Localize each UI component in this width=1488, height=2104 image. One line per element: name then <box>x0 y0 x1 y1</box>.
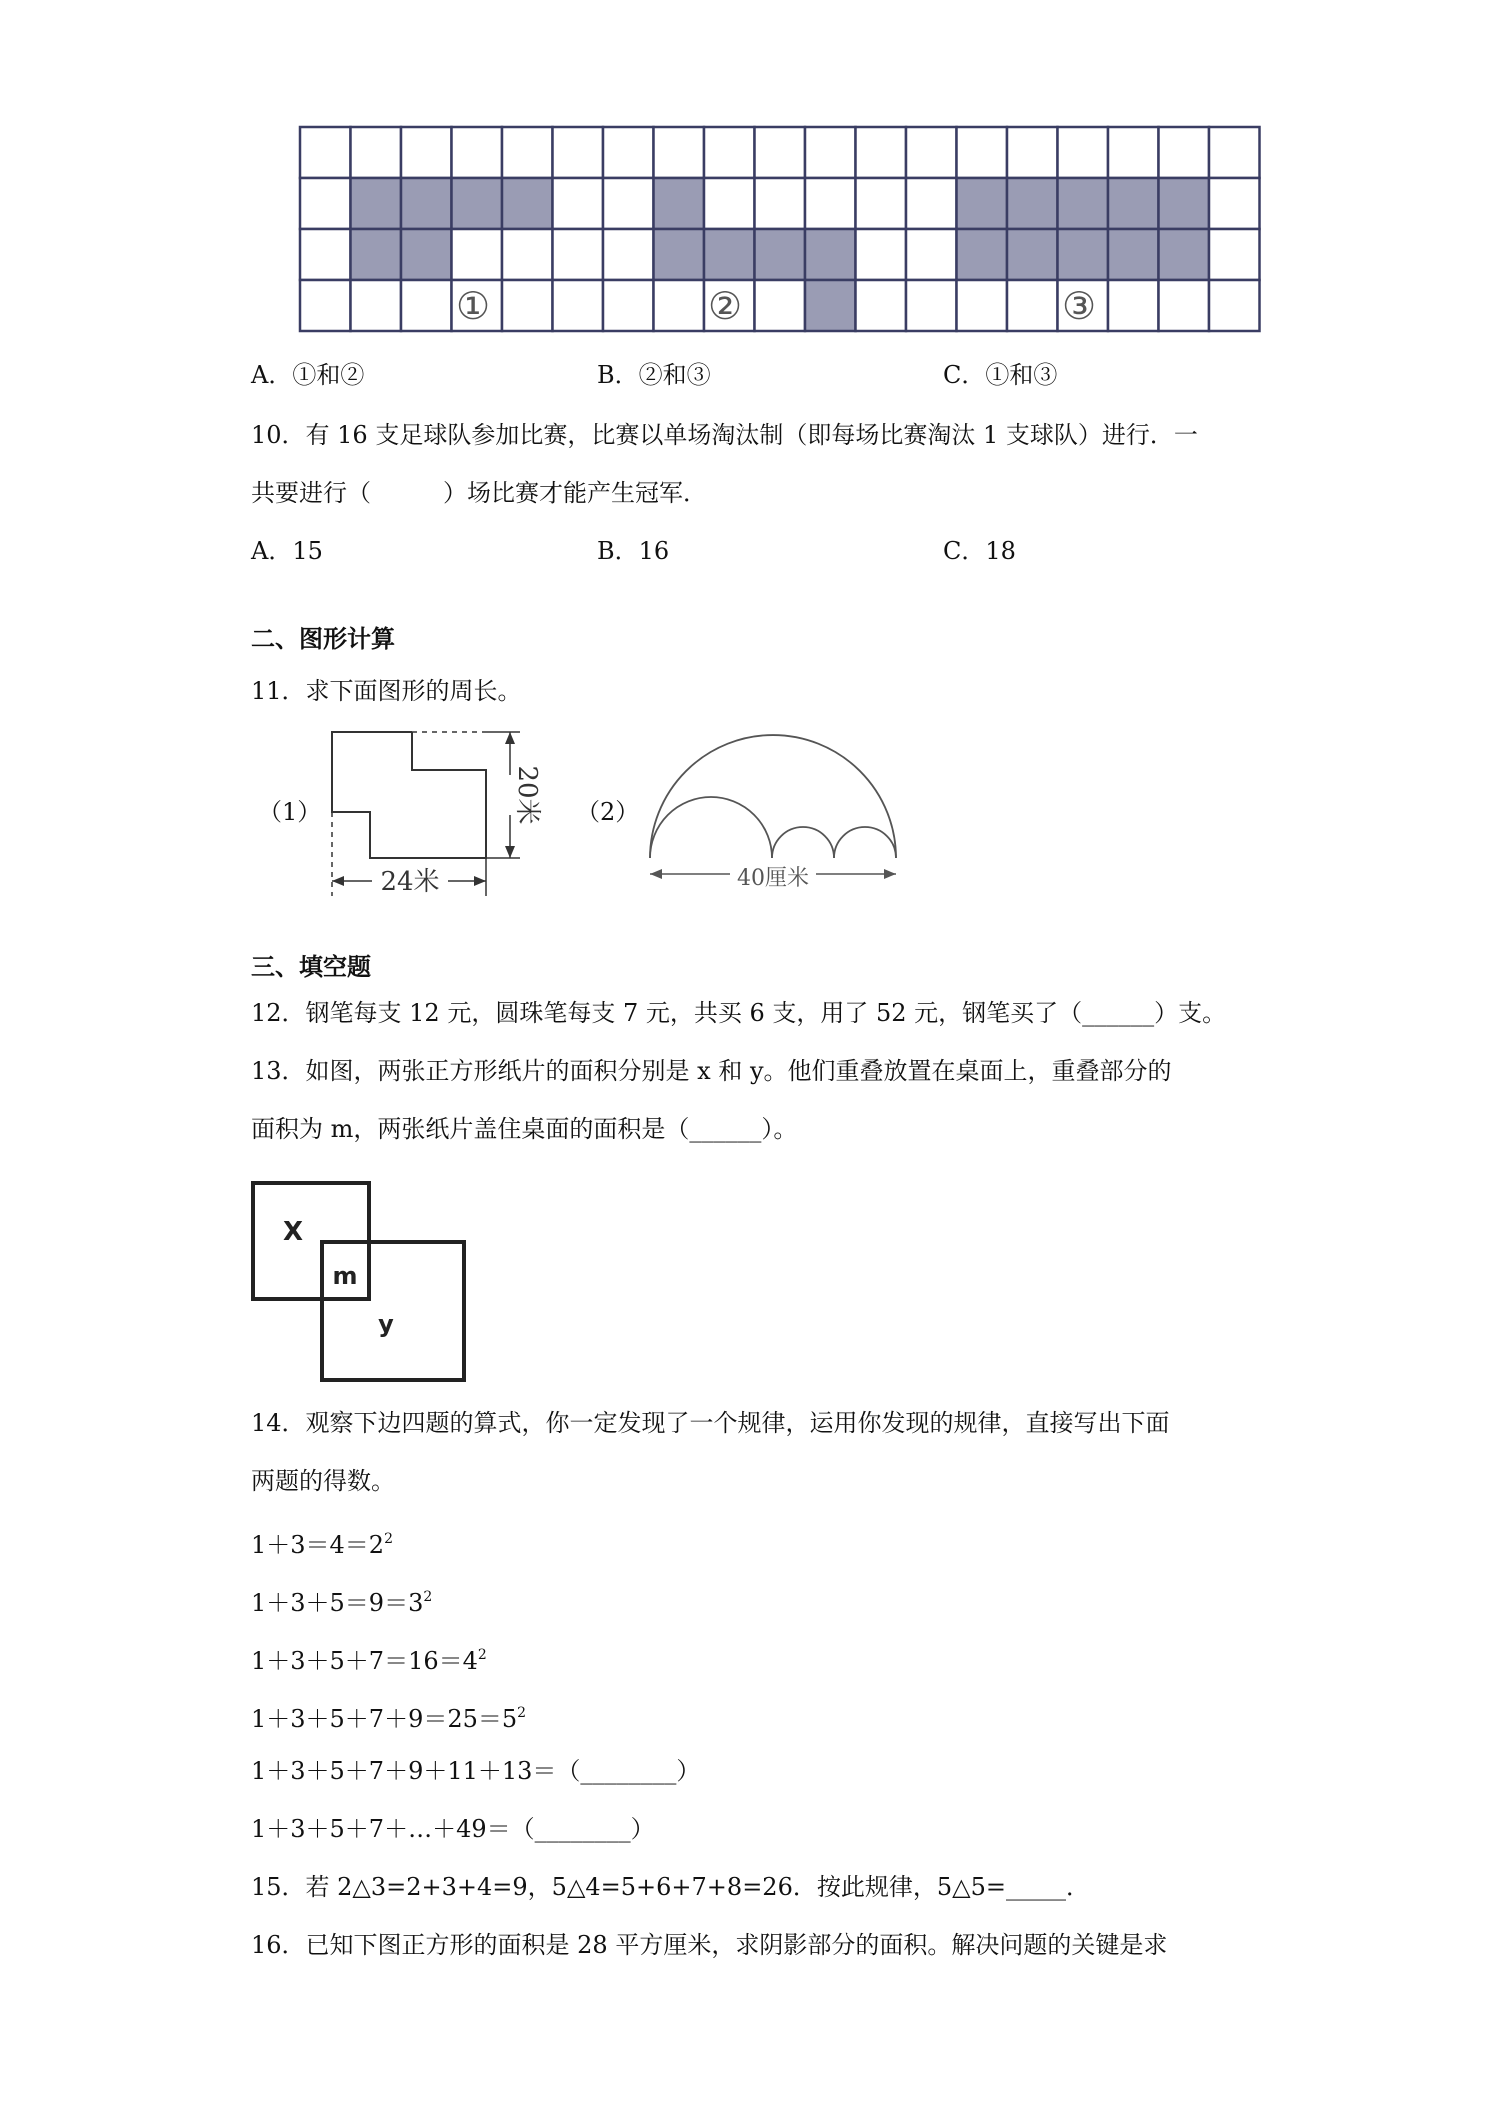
grid-cell <box>805 178 856 229</box>
grid-cell-shaded <box>957 229 1008 280</box>
grid-cell-shaded <box>755 229 806 280</box>
grid-cell-shaded <box>805 280 856 331</box>
grid-cell <box>755 178 806 229</box>
grid-cell-shaded <box>1058 229 1109 280</box>
grid-cell <box>553 229 604 280</box>
grid-cell <box>1209 178 1260 229</box>
grid-cell <box>502 280 553 331</box>
q11-text: 11．求下面图形的周长。 <box>251 677 522 705</box>
q14-equation-3 <box>251 1640 487 1676</box>
grid-cell <box>452 127 503 178</box>
grid-cell <box>856 178 907 229</box>
q14-equation-6: 1＋3＋5＋7＋…＋49＝（________） <box>251 1815 655 1843</box>
q9-option-b[interactable]: B．②和③ <box>597 361 711 389</box>
grid-cell <box>1108 127 1159 178</box>
grid-cell <box>906 127 957 178</box>
q9-grid-figure <box>298 125 1258 331</box>
grid-cell <box>502 127 553 178</box>
equation-text: 1＋3＝4＝2 <box>251 1531 385 1559</box>
grid-cell <box>603 280 654 331</box>
q10-text-line2: 共要进行（ ）场比赛才能产生冠军． <box>251 479 707 507</box>
grid-cell <box>553 280 604 331</box>
q13-label-x: X <box>282 1217 304 1247</box>
exponent: 2 <box>384 1531 393 1547</box>
exponent: 2 <box>423 1589 433 1605</box>
grid-cell-shaded <box>1007 229 1058 280</box>
q10-option-b[interactable]: B．16 <box>597 537 670 565</box>
grid-cell <box>1209 127 1260 178</box>
grid-cell <box>957 127 1008 178</box>
q11-fig2-width-label: 40厘米 <box>737 866 809 891</box>
grid-cell-shaded <box>351 229 402 280</box>
grid-cell-shaded <box>452 178 503 229</box>
grid-cell <box>351 127 402 178</box>
grid-cell <box>805 127 856 178</box>
grid-cell-shaded <box>1108 229 1159 280</box>
q11-fig1-tag: （1） <box>258 798 322 826</box>
q15-text: 15．若 2△3=2+3+4=9，5△4=5+6+7+8=26．按此规律，5△5=_____． <box>251 1873 1090 1901</box>
q16-text: 16．已知下图正方形的面积是 28 平方厘米，求阴影部分的面积。解决问题的关键是求 <box>251 1931 1168 1959</box>
grid-cell <box>1159 280 1210 331</box>
exponent: 2 <box>517 1705 527 1721</box>
grid-cell-shaded <box>654 229 705 280</box>
equation-text: 1＋3＋5＋7＋9＝25＝5 <box>251 1705 518 1733</box>
grid-cell <box>401 127 452 178</box>
equation-text: 1＋3＋5＝9＝3 <box>251 1589 424 1617</box>
grid-cell <box>906 229 957 280</box>
q14-equation-2 <box>251 1582 432 1618</box>
q10-option-c[interactable]: C．18 <box>943 537 1016 565</box>
grid-label-2: ② <box>707 284 743 328</box>
grid-cell <box>1209 229 1260 280</box>
grid-cell <box>452 229 503 280</box>
grid-cell <box>856 280 907 331</box>
grid-cell <box>553 178 604 229</box>
grid-cell-shaded <box>1058 178 1109 229</box>
grid-cell <box>957 280 1008 331</box>
grid-cell <box>755 280 806 331</box>
q14-text-line2: 两题的得数。 <box>251 1467 395 1495</box>
q13-label-m: m <box>332 1262 358 1290</box>
grid-cell <box>553 127 604 178</box>
grid-cell <box>502 229 553 280</box>
q11-fig2-tag: （2） <box>576 798 640 826</box>
grid-cell-shaded <box>1108 178 1159 229</box>
q11-fig2-shape <box>640 700 910 900</box>
grid-cell-shaded <box>502 178 553 229</box>
grid-cell-shaded <box>1007 178 1058 229</box>
grid-cells <box>300 127 1260 331</box>
grid-cell-shaded <box>957 178 1008 229</box>
q11-fig1-width-label: 24米 <box>380 867 440 897</box>
q13-text-line1: 13．如图，两张正方形纸片的面积分别是 x 和 y。他们重叠放置在桌面上，重叠部分的 <box>251 1057 1172 1085</box>
q9-option-a[interactable]: A．①和② <box>251 361 365 389</box>
q14-equation-1 <box>251 1524 393 1560</box>
grid-cell <box>1007 127 1058 178</box>
q11-fig1-shape <box>320 720 550 900</box>
q13-text-line2: 面积为 m，两张纸片盖住桌面的面积是（______）。 <box>251 1115 798 1143</box>
grid-cell <box>351 280 402 331</box>
q12-text: 12．钢笔每支 12 元，圆珠笔每支 7 元，共买 6 支，用了 52 元，钢笔买了（______）支。 <box>251 999 1227 1027</box>
grid-cell-shaded <box>704 229 755 280</box>
grid-cell <box>300 127 351 178</box>
grid-cell <box>603 178 654 229</box>
grid-cell-shaded <box>654 178 705 229</box>
grid-cell-shaded <box>351 178 402 229</box>
grid-cell-shaded <box>1159 229 1210 280</box>
q14-equation-4 <box>251 1698 526 1734</box>
q11-fig1-height-label: 20米 <box>512 765 542 825</box>
grid-cell <box>1108 280 1159 331</box>
grid-cell <box>856 127 907 178</box>
grid-cell <box>300 280 351 331</box>
grid-label-3: ③ <box>1061 284 1097 328</box>
grid-cell <box>856 229 907 280</box>
grid-cell <box>1007 280 1058 331</box>
q14-text-line1: 14．观察下边四题的算式，你一定发现了一个规律，运用你发现的规律，直接写出下面 <box>251 1409 1170 1437</box>
grid-cell <box>300 178 351 229</box>
grid-cell <box>300 229 351 280</box>
grid-cell <box>603 229 654 280</box>
grid-cell-shaded <box>401 229 452 280</box>
grid-cell <box>654 280 705 331</box>
grid-cell <box>906 178 957 229</box>
exponent: 2 <box>477 1647 487 1663</box>
q13-squares-figure <box>250 1180 480 1390</box>
section2-heading: 二、图形计算 <box>251 625 395 653</box>
grid-cell <box>755 127 806 178</box>
grid-label-1: ① <box>455 284 491 328</box>
equation-text: 1＋3＋5＋7＝16＝4 <box>251 1647 478 1675</box>
grid-cell <box>1058 127 1109 178</box>
q10-text-line1: 10．有 16 支足球队参加比赛，比赛以单场淘汰制（即每场比赛淘汰 1 支球队）进行．一 <box>251 421 1198 449</box>
grid-cell <box>654 127 705 178</box>
grid-cell <box>603 127 654 178</box>
grid-cell <box>906 280 957 331</box>
q14-equation-5: 1＋3＋5＋7＋9＋11＋13＝（________） <box>251 1757 701 1785</box>
grid-cell <box>1209 280 1260 331</box>
grid-cell <box>1159 127 1210 178</box>
grid-cell <box>704 127 755 178</box>
q13-label-y: y <box>378 1310 394 1338</box>
q9-option-c[interactable]: C．①和③ <box>943 361 1058 389</box>
grid-cell <box>401 280 452 331</box>
grid-cell <box>704 178 755 229</box>
grid-cell-shaded <box>401 178 452 229</box>
grid-cell-shaded <box>805 229 856 280</box>
grid-cell-shaded <box>1159 178 1210 229</box>
q10-option-a[interactable]: A．15 <box>251 537 323 565</box>
section3-heading: 三、填空题 <box>251 953 371 981</box>
